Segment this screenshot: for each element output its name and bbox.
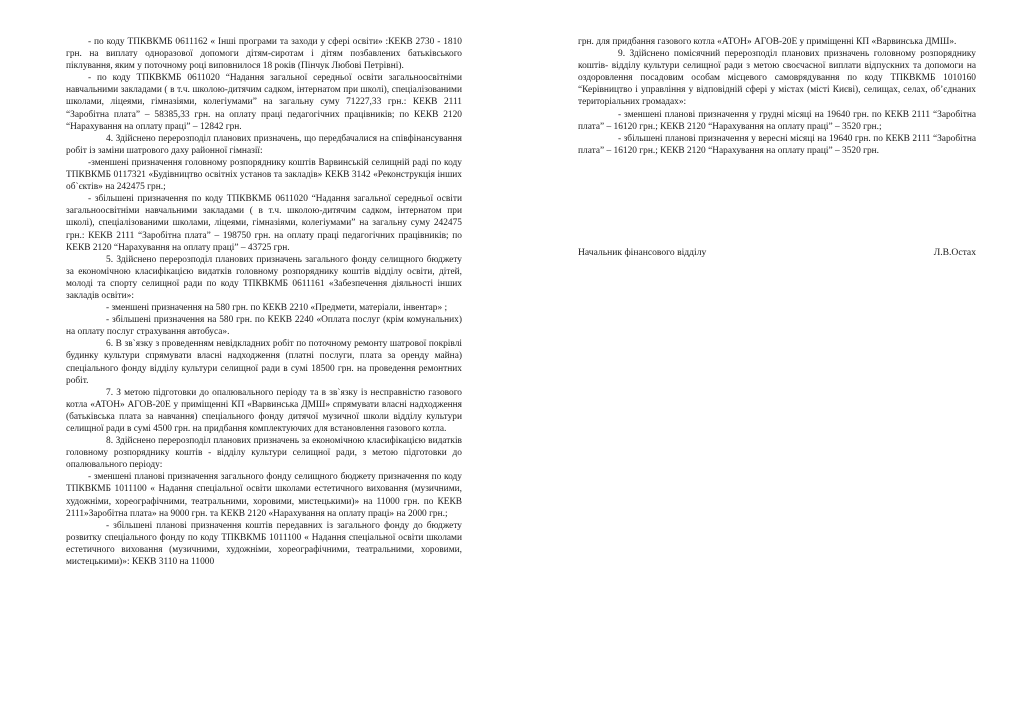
left-page-column bbox=[66, 36, 462, 568]
paragraph-item-9-increase: - збільшені планові призначення у вересні місяці на 19640 грн. по КЕКВ 2111 “Заробітна плата” – 16120 грн.; КЕКВ 2120 “Нарахування на оплату праці” – 3520 грн. bbox=[578, 133, 976, 156]
signatory-position: Начальник фінансового відділу bbox=[578, 247, 707, 258]
paragraph-0611020-first: - по коду ТПКВКМБ 0611020 “Надання загальної середньої освіти загальноосвітніми навчальними закладами ( в т.ч. школою-дитячим садком, інтернатом при школі), спеціалізованими школами, ліцеями, гімназіями, колегіумами” на загальну суму 71227,33 грн.: КЕКВ 2111 “Заробітна плата” – 58385,33 грн. на оплату праці педагогічних працівників; по КЕКВ 2120 “Нарахування на оплату праці” – 12842 грн. bbox=[66, 73, 462, 132]
paragraph-item-4-decrease: -зменшені призначення головному розпоряднику коштів Варвинській селищній раді по коду ТПКВКМБ 0117321 «Будівництво освітніх установ та закладів» КЕКВ 3142 «Реконструкція інших об`єктів» на 242475 грн.; bbox=[66, 157, 462, 193]
paragraph-item-8-increase: - збільшені планові призначення коштів передавних із загального фонду до бюджету розвитку спеціального фонду по коду ТПКВКМБ 1011100 « Надання спеціальної освіти школами естетичного виховання (музичними, художніми, хореографічними, театральними, хоровими, мистецькими)»: КЕКВ 3110 на 11000 bbox=[66, 520, 462, 568]
paragraph-item-5-decrease: - зменшені призначення на 580 грн. по КЕКВ 2210 «Предмети, матеріали, інвентар» ; bbox=[106, 303, 448, 314]
paragraph-item-9: 9. Здійснено помісячний перерозподіл планових призначень головному розпоряднику коштів- відділу культури селищної ради з метою своєчасної виплати відпускних та допомоги на оздоровлення посадовим особам місцевого самоврядування по коду ТПКВКМБ 1010160 “Керівництво і управління у відповідній сфері у містах (місті Києві), селищах, селах, об’єднаних територіальних громадах»: bbox=[578, 49, 976, 108]
paragraph-item-8-continued: грн. для придбання газового котла «АТОН» АГОВ-20Е у приміщенні КП «Варвинська ДМШ». bbox=[578, 37, 957, 47]
right-page-column bbox=[578, 36, 976, 157]
paragraph-item-5-increase: - збільшені призначення на 580 грн. по КЕКВ 2240 «Оплата послуг (крім комунальних) на оплату послуг страхування автобуса». bbox=[66, 315, 462, 338]
paragraph-item-8: 8. Здійснено перерозподіл планових призначень за економічною класифікацією видатків головному розпоряднику коштів - відділу культури селищної ради, з метою підготовки до опалювального періоду: bbox=[66, 436, 462, 471]
paragraph-item-4: 4. Здійснено перерозподіл планових призначень, що передбачалися на співфінансування робіт із заміни шатрового даху районної гімназії: bbox=[66, 133, 462, 156]
signatory-name: Л.В.Остах bbox=[933, 247, 976, 258]
paragraph-kekv-2730: - по коду ТПКВКМБ 0611162 « Інші програми та заходи у сфері освіти» :КЕКВ 2730 - 1810 грн. на виплату одноразової допомоги дітям-сиротам і дітям позбавлених батьківського піклування, яким у поточному році виповнилося 18 років (Пінчук Любові Петрівні). bbox=[66, 37, 462, 72]
paragraph-item-7: 7. З метою підготовки до опалювального періоду та в зв`язку із несправністю газового котла «АТОН» АГОВ-20Е у приміщенні КП «Варвинська ДМШ» спрямувати власні надходження (батьківська плата за навчання) спеціального фонду дитячої музичної школи відділу культури селищної ради в сумі 4500 грн. на придбання комплектуючих для встановлення газового котла. bbox=[66, 387, 462, 434]
paragraph-item-5: 5. Здійснено перерозподіл планових призначень загального фонду селищного бюджету за економічною класифікацією видатків головному розпоряднику коштів відділу освіти, дітей, молоді та спорту селищної ради по коду ТПКВКМБ 0611161 «Забезпечення діяльності інших закладів освіти»: bbox=[66, 254, 462, 301]
paragraph-item-6: 6. В зв`язку з проведенням невідкладних робіт по поточному ремонту шатрової покрівлі будинку культури спрямувати власні надходження (платні послуги, плата за оренду майна) спеціального фонду відділу культури селищної ради в сумі 18500 грн. на проведення ремонтних робіт. bbox=[66, 339, 462, 386]
paragraph-item-4-increase: - збільшені призначення по коду ТПКВКМБ 0611020 “Надання загальної середньої освіти загальноосвітніми навчальними закладами ( в т.ч. школою-дитячим садком, інтернатом при школі), спеціалізованими школами, ліцеями, гімназіями, колегіумами” на загальну суму 242475 грн.: КЕКВ 2111 “Заробітна плата” – 198750 грн. на оплату праці педагогічних працівників; по КЕКВ 2120 “Нарахування на оплату праці” – 43725 грн. bbox=[66, 194, 462, 253]
paragraph-item-9-decrease: - зменшені планові призначення у грудні місяці на 19640 грн. по КЕКВ 2111 “Заробітна плата” – 16120 грн.; КЕКВ 2120 “Нарахування на оплату праці” – 3520 грн.; bbox=[578, 109, 976, 132]
paragraph-item-8-decrease: - зменшені планові призначення загального фонду селищного бюджету призначення по коду ТПКВКМБ 1011100 « Надання спеціальної освіти школами естетичного виховання (музичними, художніми, хореографічними, театральними, хоровими, мистецькими)» на 11000 грн. по КЕКВ 2111»Заробітна плата» на 9000 грн. та КЕКВ 2120 «Нарахування на оплату праці» на 2000 грн.; bbox=[66, 472, 462, 519]
signature-block bbox=[578, 247, 976, 259]
